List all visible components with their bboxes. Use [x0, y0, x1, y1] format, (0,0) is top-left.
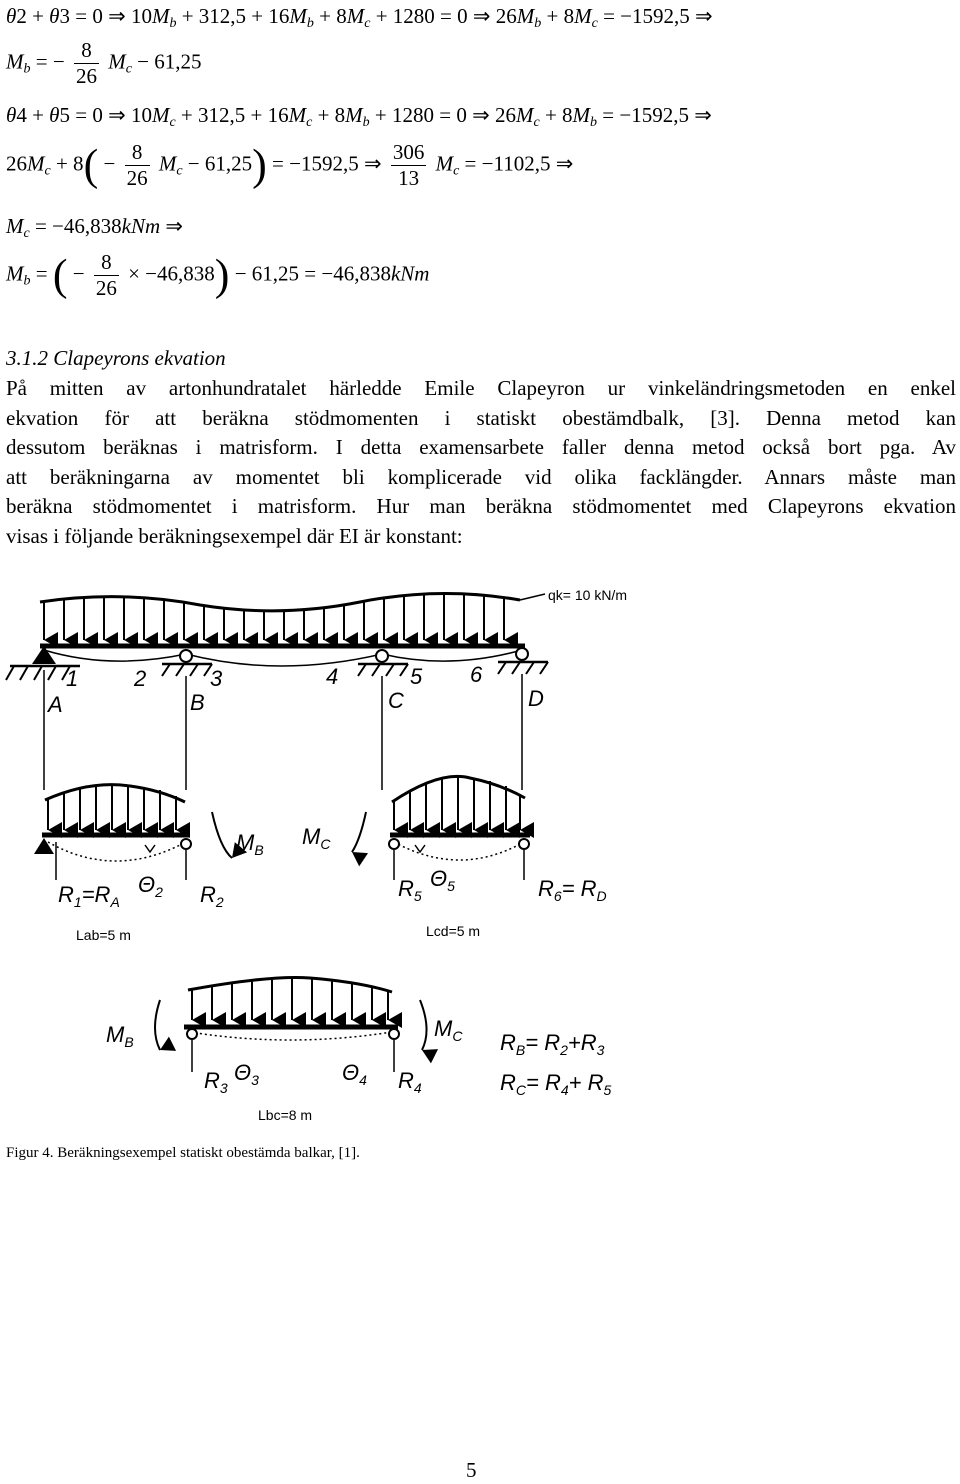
beam-figure: [0, 580, 960, 1140]
point-number: 2: [134, 666, 147, 691]
body-paragraph: [6, 374, 956, 551]
span-cd-diagram: [302, 776, 607, 939]
equation-4: $26M_c + 8$( − $\frac{8}{26}$ $M_c - 61,25) = -1592,5$ ⇒ $\frac{306}{13}$ $M_c = -1102,5$ ⇒: [6, 140, 574, 190]
equation-3: θ4 + θ5 = 0 ⇒ $10M_c + 312,5 + 16M_c + 8M_b + 1280 = 0$ ⇒ $26M_c + 8M_b = -1592,5$ ⇒: [6, 103, 712, 130]
r1-label: $R_1=R_A$: [58, 882, 120, 910]
moment-mc-arrow: [352, 812, 366, 852]
support-b: [162, 650, 212, 676]
moment-mb-bottom-arrow: [155, 1000, 160, 1050]
point-number: 3: [210, 666, 223, 691]
moment-mc-bottom-arrow: [420, 1000, 427, 1050]
moment-mb-arrow: [212, 812, 232, 858]
r5-label: $R_5$: [398, 876, 422, 904]
paragraph-line: På mitten av artonhundratalet härledde Emile Clapeyron ur vinkeländringsmetoden en enkel: [6, 376, 956, 400]
support-c: [358, 650, 408, 676]
rb-equation: $R_B= R_2+R_3$: [500, 1030, 605, 1058]
span-ab-diagram: [34, 785, 264, 943]
continuous-beam-diagram: [6, 587, 627, 790]
figure-caption: Figur 4. Beräkningsexempel statiskt obestämda balkar, [1].: [6, 1145, 360, 1161]
moment-mc-label: $M_C$: [302, 824, 331, 852]
theta3-label: $\Theta_3$: [234, 1060, 259, 1088]
paragraph-line: ekvation för att beräkna stödmomenten i statiskt obestämdbalk, [3]. Denna metod kan: [6, 405, 956, 430]
load-curve: [40, 593, 520, 610]
theta5-label: $\Theta_5$: [430, 866, 455, 894]
theta2-label: $\Theta_2$: [138, 872, 163, 900]
load-arrows: [44, 593, 504, 640]
equation-5: $M_c = -46,838kNm$ ⇒: [6, 214, 184, 241]
mb-bottom-label: $M_B$: [106, 1022, 134, 1050]
span-bc-diagram: [106, 978, 612, 1124]
support-label: A: [48, 692, 63, 717]
support-label: D: [528, 686, 544, 711]
r6-label: $R_6= R_D$: [538, 876, 607, 904]
point-number: 4: [326, 664, 339, 689]
support-d: [498, 648, 548, 674]
r3-label: $R_3$: [204, 1068, 228, 1096]
lcd-label: Lcd=5 m: [426, 923, 481, 939]
moment-mb-label: $M_B$: [236, 830, 264, 858]
equation-6: $M_b$ = ( − $\frac{8}{26}$ × −46,838) − 61,25 = −46,838kNm: [6, 250, 430, 300]
point-number: 6: [470, 662, 483, 687]
load-label: qk= 10 kN/m: [548, 587, 627, 603]
point-number: 1: [66, 666, 79, 691]
section-heading: 3.1.2 Clapeyrons ekvation: [6, 346, 226, 370]
paragraph-line: att beräkningarna av momentet bli komplicerade vid olika facklängder. Annars måste man: [6, 464, 956, 489]
r2-label: $R_2$: [200, 882, 224, 910]
support-label: B: [190, 690, 205, 715]
r4-label: $R_4$: [398, 1068, 422, 1096]
lab-label: Lab=5 m: [76, 927, 131, 943]
lbc-label: Lbc=8 m: [258, 1107, 313, 1123]
deflection-curve: [44, 650, 522, 666]
page-number: 5: [466, 1458, 477, 1482]
point-number: 5: [410, 664, 423, 689]
load-label-leader: [520, 594, 545, 600]
paragraph-line: dessutom beräknas i matrisform. I detta examensarbete faller denna metod också bort pga. Av: [6, 435, 956, 459]
paragraph-line: visas i följande beräkningsexempel där EI är konstant:: [6, 523, 463, 548]
equation-1: θ2 + θ3 = 0 ⇒ $10M_b + 312,5 + 16M_b + 8M_c + 1280 = 0$ ⇒ $26M_b + 8M_c = -1592,5$ ⇒: [6, 4, 713, 31]
rc-equation: $R_C= R_4+ R_5$: [500, 1070, 612, 1098]
paragraph-line: beräkna stödmomentet i matrisform. Hur man beräkna stödmomentet med Clapeyrons ekvation: [6, 494, 956, 518]
theta4-label: $\Theta_4$: [342, 1060, 367, 1088]
support-label: C: [388, 688, 404, 713]
mc-bottom-label: $M_C$: [434, 1016, 463, 1044]
equation-2: $M_b$ = − $\frac{8}{26}$ $M_c - 61,25$: [6, 38, 202, 88]
